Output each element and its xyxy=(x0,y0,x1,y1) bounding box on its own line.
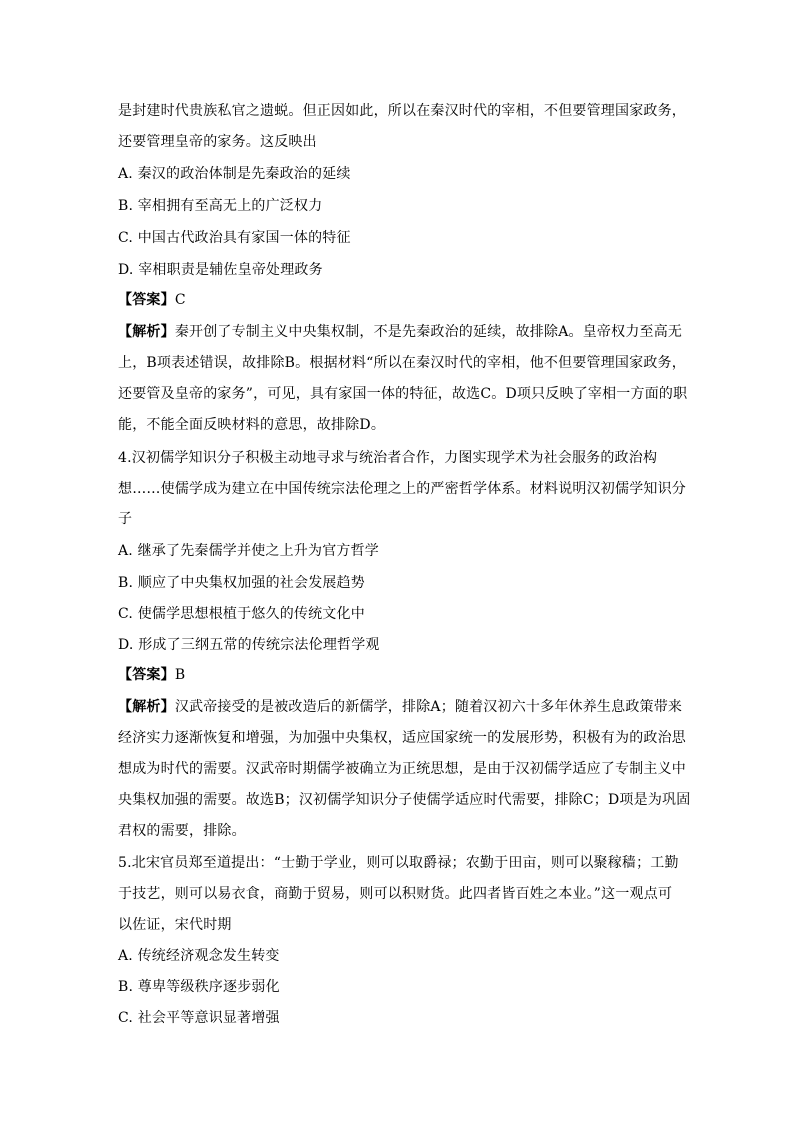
q3-option-c: C. 中国古代政治具有家国一体的特征 xyxy=(118,230,351,246)
answer-value: C xyxy=(174,292,186,308)
q4-option-b: B. 顺应了中央集权加强的社会发展趋势 xyxy=(118,575,365,591)
analysis-label: 【解析】 xyxy=(118,324,175,340)
analysis-text: 汉武帝接受的是被改造后的新儒学，排除A；随着汉初六十多年休养生息政策带来 xyxy=(174,699,683,715)
answer-value: B xyxy=(174,667,186,683)
q3-analysis-line-4: 能，不能全面反映材料的意思，故排除D。 xyxy=(118,417,386,433)
q4-analysis-line-5: 君权的需要，排除。 xyxy=(118,823,246,839)
q4-stem-line-1: 4.汉初儒学知识分子积极主动地寻求与统治者合作，力图实现学术为社会服务的政治构 xyxy=(118,450,658,466)
q3-answer xyxy=(118,290,186,310)
q4-stem-line-3: 子 xyxy=(118,511,133,527)
q3-option-a: A. 秦汉的政治体制是先秦政治的延续 xyxy=(118,166,351,182)
analysis-label: 【解析】 xyxy=(118,699,175,715)
q4-analysis-line-2: 经济实力逐渐恢复和增强，为加强中央集权，适应国家统一的发展形势，积极有为的政治思 xyxy=(118,730,686,746)
q4-option-a: A. 继承了先秦儒学并使之上升为官方哲学 xyxy=(118,543,380,559)
q3-stem-line-1: 是封建时代贵族私官之遗蜕。但正因如此，所以在秦汉时代的宰相，不但要管理国家政务， xyxy=(118,103,686,119)
q5-stem-line-1: 5.北宋官员郑至道提出：“士勤于学业，则可以取爵禄；农勤于田亩，则可以聚稼穑；工勤 xyxy=(118,855,679,871)
q3-option-b: B. 宰相拥有至高无上的广泛权力 xyxy=(118,198,323,214)
q4-analysis-line-4: 央集权加强的需要。故选B；汉初儒学知识分子使儒学适应时代需要，排除C；D项是为巩固 xyxy=(118,792,691,808)
q3-stem-line-2: 还要管理皇帝的家务。这反映出 xyxy=(118,134,317,150)
q5-option-a: A. 传统经济观念发生转变 xyxy=(118,948,280,964)
q4-analysis-line-3: 想成为时代的需要。汉武帝时期儒学被确立为正统思想，是由于汉初儒学适应了专制主义中 xyxy=(118,761,686,777)
q4-stem-line-2: 想……使儒学成为建立在中国传统宗法伦理之上的严密哲学体系。材料说明汉初儒学知识分 xyxy=(118,481,686,497)
q5-option-b: B. 尊卑等级秩序逐步弱化 xyxy=(118,979,280,995)
q4-answer xyxy=(118,665,185,685)
q5-stem-line-3: 以佐证，宋代时期 xyxy=(118,917,232,933)
q3-analysis-line-1 xyxy=(118,322,682,342)
q3-option-d: D. 宰相职责是辅佐皇帝处理政务 xyxy=(118,262,323,278)
answer-label: 【答案】 xyxy=(118,292,175,308)
q5-option-c: C. 社会平等意识显著增强 xyxy=(118,1010,280,1026)
analysis-text: 秦开创了专制主义中央集权制，不是先秦政治的延续，故排除A。皇帝权力至高无 xyxy=(174,324,683,340)
q4-option-c: C. 使儒学思想根植于悠久的传统文化中 xyxy=(118,606,365,622)
q4-option-d: D. 形成了三纲五常的传统宗法伦理哲学观 xyxy=(118,637,380,653)
q5-stem-line-2: 于技艺，则可以易衣食，商勤于贸易，则可以积财货。此四者皆百姓之本业。”这一观点可 xyxy=(118,886,673,902)
q4-analysis-line-1 xyxy=(118,697,682,717)
q3-analysis-line-3: 还要管及皇帝的家务”，可见，具有家国一体的特征，故选C。D项只反映了宰相一方面的职 xyxy=(118,386,688,402)
q3-analysis-line-2: 上，B项表述错误，故排除B。根据材料“所以在秦汉时代的宰相，他不但要管理国家政务， xyxy=(118,355,686,371)
answer-label: 【答案】 xyxy=(118,667,175,683)
